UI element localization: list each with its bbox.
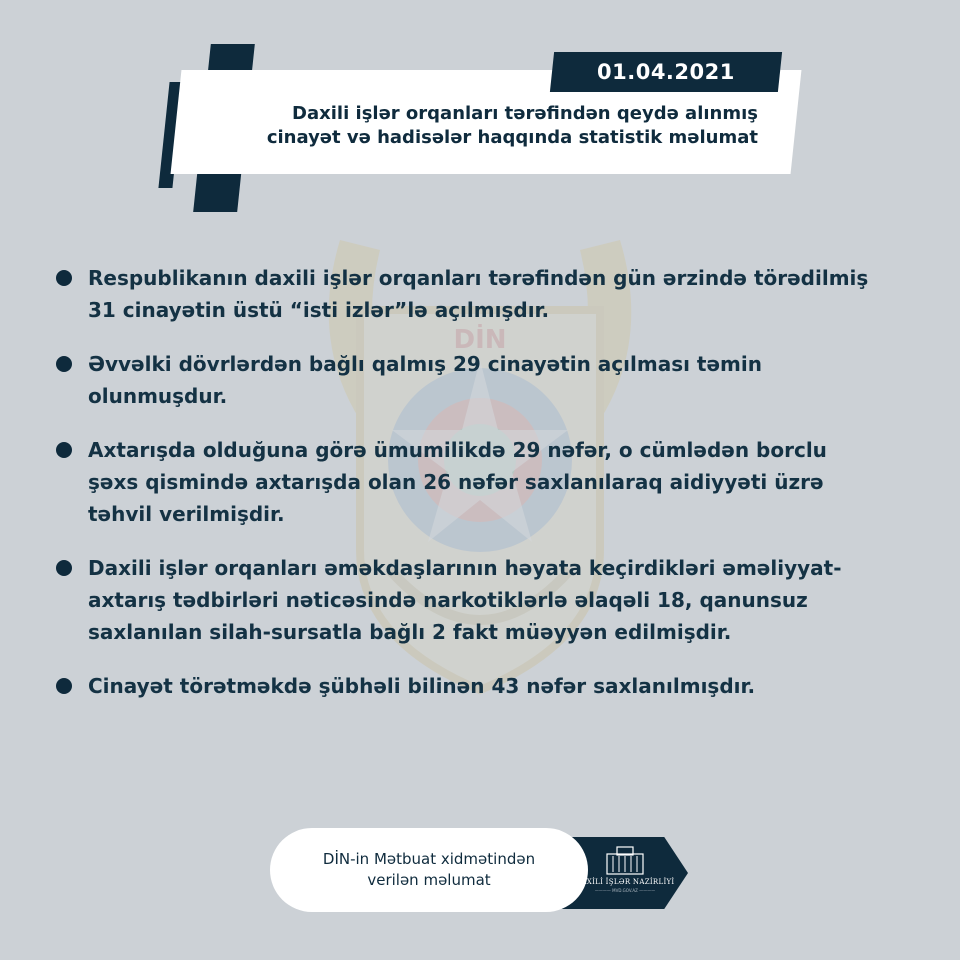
- ministry-logo: [575, 844, 675, 906]
- list-item: [56, 434, 876, 530]
- title-line-2: cinayət və hadisələr haqqında statistik məlumat: [266, 127, 758, 148]
- list-item-text: Axtarışda olduğuna görə ümumilikdə 29 nəfər, o cümlədən borclu şəxs qismində axtarışda olan 26 nəfər saxlanılaraq aidiyyəti üzrə təhvil verilmişdir.: [88, 438, 827, 526]
- bullet-dot-icon: [56, 560, 72, 576]
- ministry-name: DAXİLİ İŞLƏR NAZİRLİYİ: [575, 878, 675, 886]
- bullet-dot-icon: [56, 678, 72, 694]
- source-line-1: DİN-in Mətbuat xidmətindən: [322, 850, 536, 868]
- list-item: [56, 262, 876, 326]
- source-line-2: verilən məlumat: [367, 871, 491, 889]
- statistics-list: [56, 262, 876, 724]
- page-title: [244, 102, 758, 150]
- list-item: [56, 670, 876, 702]
- list-item-text: Respublikanın daxili işlər orqanları tərəfindən gün ərzində törədilmiş 31 cinayətin üstü “isti izlər”lə açılmışdır.: [88, 266, 869, 322]
- title-line-1: Daxili işlər orqanları tərəfindən qeydə alınmış: [292, 103, 758, 124]
- list-item: [56, 552, 876, 648]
- ministry-website: ———— MVD.GOV.AZ ————: [594, 888, 656, 893]
- bullet-dot-icon: [56, 442, 72, 458]
- ministry-building-icon: [605, 844, 645, 876]
- date-badge: [550, 52, 782, 92]
- source-note: [270, 828, 588, 912]
- watermark-label: DİN: [453, 325, 507, 355]
- bullet-dot-icon: [56, 270, 72, 286]
- bullet-dot-icon: [56, 356, 72, 372]
- list-item: [56, 348, 876, 412]
- list-item-text: Cinayət törətməkdə şübhəli bilinən 43 nəfər saxlanılmışdır.: [88, 674, 756, 698]
- list-item-text: Daxili işlər orqanları əməkdaşlarının həyata keçirdikləri əməliyyat-axtarış tədbirləri nəticəsində narkotiklərlə əlaqəli 18, qanunsuz saxlanılan silah-sursatla bağlı 2 fakt müəyyən edilmişdir.: [88, 556, 842, 644]
- list-item-text: Əvvəlki dövrlərdən bağlı qalmış 29 cinayətin açılması təmin olunmuşdur.: [88, 352, 762, 408]
- date-text: 01.04.2021: [597, 60, 735, 84]
